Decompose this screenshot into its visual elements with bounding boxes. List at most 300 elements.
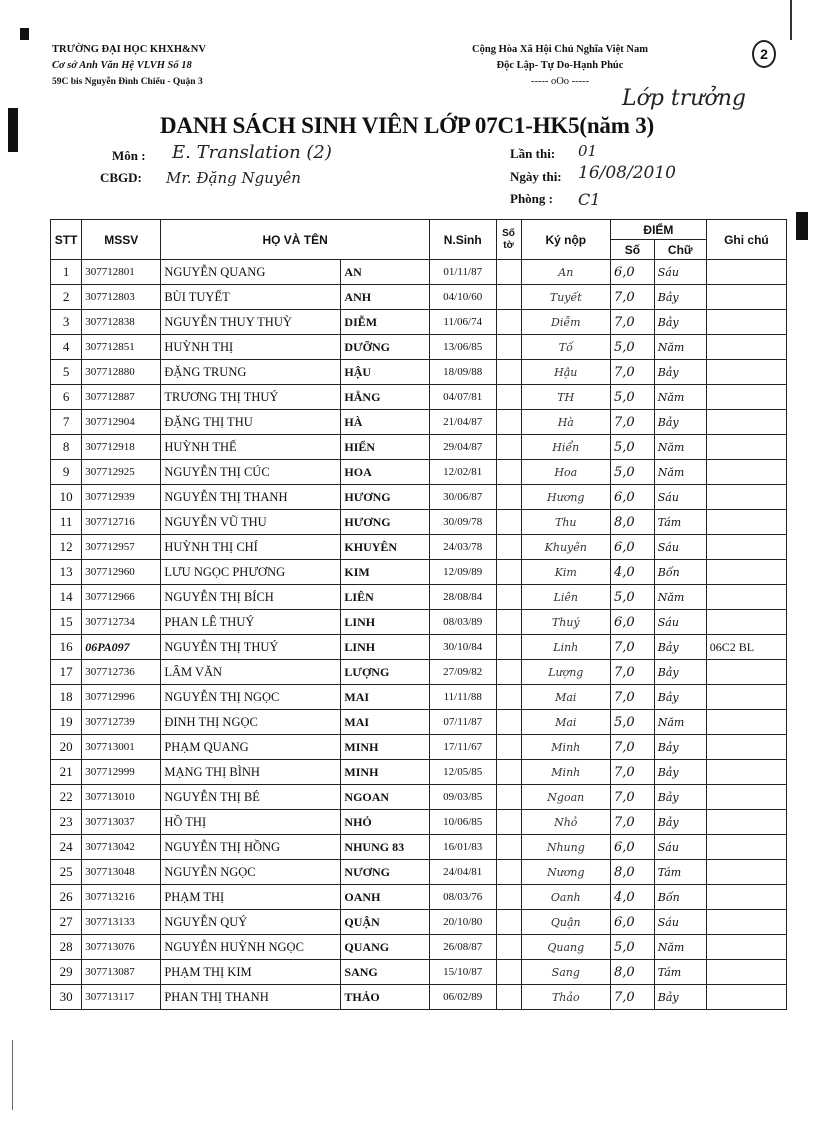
row-note: 06C2 BL [706,635,786,660]
row-score-words: Bảy [654,635,706,660]
table-row [51,835,787,860]
row-mssv: 307712966 [82,585,161,610]
row-signature: Nhung [521,835,611,860]
row-mssv: 307713216 [82,885,161,910]
scan-line-right [790,0,792,40]
handwritten-note: Lớp trưởng [622,86,746,111]
row-score-number: 6,0 [611,485,655,510]
row-score-number: 6,0 [611,610,655,635]
row-soto [496,835,521,860]
row-score-words: Bảy [654,685,706,710]
row-ho: NGUYỄN THỊ BÍCH [161,585,341,610]
row-ten: HẰNG [341,385,429,410]
row-nsinh: 12/02/81 [429,460,496,485]
row-ten: DIỄM [341,310,429,335]
row-score-number: 5,0 [611,385,655,410]
row-ten: MAI [341,685,429,710]
row-score-words: Năm [654,460,706,485]
row-soto [496,785,521,810]
row-ho: NGUYỄN NGỌC [161,860,341,885]
row-note [706,385,786,410]
col-mssv: MSSV [82,220,161,260]
row-score-number: 5,0 [611,585,655,610]
date-label: Ngày thi: [510,169,562,184]
table-row [51,435,787,460]
row-ho: ĐINH THỊ NGỌC [161,710,341,735]
row-nsinh: 24/03/78 [429,535,496,560]
row-score-words: Sáu [654,835,706,860]
row-ho: NGUYỄN QUANG [161,260,341,285]
row-score-words: Bảy [654,785,706,810]
col-diem: ĐIỂM [611,220,707,240]
row-note [706,435,786,460]
row-mssv: 307712918 [82,435,161,460]
row-note [706,835,786,860]
row-signature: Sang [521,960,611,985]
row-mssv: 307712887 [82,385,161,410]
row-mssv: 307712880 [82,360,161,385]
row-nsinh: 01/11/87 [429,260,496,285]
row-score-words: Sáu [654,910,706,935]
row-ten: MINH [341,735,429,760]
row-stt: 26 [51,885,82,910]
row-soto [496,635,521,660]
row-score-words: Năm [654,585,706,610]
row-score-words: Năm [654,335,706,360]
row-score-words: Sáu [654,610,706,635]
row-soto [496,360,521,385]
row-mssv: 307712716 [82,510,161,535]
row-note [706,660,786,685]
row-ten: HẬU [341,360,429,385]
row-signature: Thuý [521,610,611,635]
row-score-words: Tám [654,510,706,535]
row-stt: 4 [51,335,82,360]
row-score-words: Sáu [654,535,706,560]
row-ho: NGUYỄN THỊ THUÝ [161,635,341,660]
row-ho: NGUYỄN THỊ HỒNG [161,835,341,860]
row-soto [496,410,521,435]
row-nsinh: 07/11/87 [429,710,496,735]
table-row [51,260,787,285]
row-stt: 17 [51,660,82,685]
row-nsinh: 24/04/81 [429,860,496,885]
row-soto [496,335,521,360]
row-note [706,360,786,385]
row-score-words: Bảy [654,810,706,835]
row-ten: MAI [341,710,429,735]
row-soto [496,535,521,560]
row-ho: HỒ THỊ [161,810,341,835]
row-ten: AN [341,260,429,285]
row-stt: 5 [51,360,82,385]
row-ten: NƯƠNG [341,860,429,885]
row-stt: 14 [51,585,82,610]
row-stt: 1 [51,260,82,285]
row-ten: KHUYÊN [341,535,429,560]
row-score-number: 7,0 [611,760,655,785]
row-score-number: 7,0 [611,310,655,335]
row-soto [496,735,521,760]
row-signature: Hà [521,410,611,435]
row-ho: ĐẶNG TRUNG [161,360,341,385]
row-score-number: 4,0 [611,885,655,910]
row-ho: NGUYỄN THỊ THANH [161,485,341,510]
table-row [51,810,787,835]
table-row [51,510,787,535]
row-mssv: 307712736 [82,660,161,685]
table-row [51,335,787,360]
row-mssv: 307712960 [82,560,161,585]
row-score-words: Bảy [654,735,706,760]
row-score-words: Bốn [654,885,706,910]
row-nsinh: 11/11/88 [429,685,496,710]
row-score-number: 7,0 [611,735,655,760]
row-soto [496,860,521,885]
row-soto [496,760,521,785]
row-ho: PHẠM QUANG [161,735,341,760]
row-stt: 23 [51,810,82,835]
row-ten: QUANG [341,935,429,960]
row-mssv: 307712904 [82,410,161,435]
row-note [706,910,786,935]
scan-mark-left-2 [8,108,18,152]
row-nsinh: 15/10/87 [429,960,496,985]
row-nsinh: 26/08/87 [429,935,496,960]
row-stt: 28 [51,935,82,960]
room-value: C1 [578,190,601,209]
row-score-words: Sáu [654,260,706,285]
table-row [51,560,787,585]
col-diem-so: Số [611,240,655,260]
row-ten: OANH [341,885,429,910]
row-note [706,510,786,535]
row-score-words: Bảy [654,985,706,1010]
row-score-number: 5,0 [611,335,655,360]
row-ho: NGUYỄN HUỲNH NGỌC [161,935,341,960]
table-row [51,985,787,1010]
row-score-words: Tám [654,960,706,985]
republic-name: Cộng Hòa Xã Hội Chủ Nghĩa Việt Nam [472,44,648,55]
row-note [706,310,786,335]
row-note [706,735,786,760]
row-note [706,535,786,560]
row-nsinh: 21/04/87 [429,410,496,435]
row-score-words: Bảy [654,310,706,335]
table-row [51,960,787,985]
row-ten: QUẬN [341,910,429,935]
row-score-number: 6,0 [611,835,655,860]
table-row [51,410,787,435]
row-mssv: 307713010 [82,785,161,810]
row-ho: MẠNG THỊ BÌNH [161,760,341,785]
row-mssv: 307712939 [82,485,161,510]
row-mssv: 307713042 [82,835,161,860]
row-nsinh: 20/10/80 [429,910,496,935]
row-note [706,335,786,360]
row-score-number: 7,0 [611,985,655,1010]
row-nsinh: 08/03/89 [429,610,496,635]
row-signature: Khuyên [521,535,611,560]
row-soto [496,385,521,410]
row-ho: HUỲNH THẾ [161,435,341,460]
row-soto [496,585,521,610]
row-ho: LÂM VĂN [161,660,341,685]
row-nsinh: 30/10/84 [429,635,496,660]
row-note [706,810,786,835]
row-ho: PHAN LÊ THUÝ [161,610,341,635]
row-score-number: 6,0 [611,260,655,285]
row-score-words: Bảy [654,360,706,385]
row-stt: 24 [51,835,82,860]
row-score-number: 6,0 [611,910,655,935]
table-body [51,260,787,1010]
row-ho: PHẠM THỊ KIM [161,960,341,985]
table-row [51,360,787,385]
row-score-number: 7,0 [611,410,655,435]
row-mssv: 307713117 [82,985,161,1010]
row-stt: 29 [51,960,82,985]
table-row [51,285,787,310]
row-nsinh: 16/01/83 [429,835,496,860]
row-note [706,960,786,985]
national-motto: Độc Lập- Tự Do-Hạnh Phúc [496,60,624,71]
row-signature: Tố [521,335,611,360]
table-row [51,485,787,510]
row-soto [496,435,521,460]
row-note [706,560,786,585]
row-ten: HÀ [341,410,429,435]
row-score-words: Năm [654,935,706,960]
row-nsinh: 06/02/89 [429,985,496,1010]
row-ho: BÙI TUYẾT [161,285,341,310]
row-mssv: 307713048 [82,860,161,885]
row-score-number: 6,0 [611,535,655,560]
col-nsinh: N.Sinh [429,220,496,260]
row-soto [496,260,521,285]
row-nsinh: 29/04/87 [429,435,496,460]
row-mssv: 307713087 [82,960,161,985]
row-signature: Nương [521,860,611,885]
header-separator: ----- oOo ----- [530,76,590,87]
row-stt: 22 [51,785,82,810]
row-ho: HUỲNH THỊ [161,335,341,360]
row-score-number: 7,0 [611,360,655,385]
row-stt: 25 [51,860,82,885]
row-signature: Nhỏ [521,810,611,835]
row-ho: PHẠM THỊ [161,885,341,910]
row-nsinh: 12/05/85 [429,760,496,785]
row-ten: HƯƠNG [341,510,429,535]
row-nsinh: 11/06/74 [429,310,496,335]
table-row [51,385,787,410]
date-value: 16/08/2010 [578,163,676,183]
row-signature: Mai [521,685,611,710]
row-nsinh: 04/07/81 [429,385,496,410]
table-row [51,760,787,785]
row-stt: 19 [51,710,82,735]
room-label: Phòng : [510,191,553,206]
row-note [706,710,786,735]
row-note [706,785,786,810]
row-nsinh: 10/06/85 [429,810,496,835]
row-ho: NGUYỄN THỊ CÚC [161,460,341,485]
row-mssv: 307713076 [82,935,161,960]
row-signature: Thảo [521,985,611,1010]
table-row [51,460,787,485]
row-score-number: 7,0 [611,785,655,810]
row-signature: Oanh [521,885,611,910]
row-soto [496,560,521,585]
row-score-number: 4,0 [611,560,655,585]
row-mssv: 307712734 [82,610,161,635]
row-signature: Liên [521,585,611,610]
table-row [51,860,787,885]
row-soto [496,685,521,710]
row-score-words: Năm [654,435,706,460]
row-stt: 20 [51,735,82,760]
row-signature: Thu [521,510,611,535]
row-stt: 3 [51,310,82,335]
row-mssv: 307713037 [82,810,161,835]
row-ho: PHAN THỊ THANH [161,985,341,1010]
row-note [706,610,786,635]
school-address: 59C bis Nguyễn Đình Chiểu - Quận 3 [52,77,203,87]
row-ho: LƯU NGỌC PHƯƠNG [161,560,341,585]
table-header [51,220,787,260]
row-mssv: 307712803 [82,285,161,310]
row-soto [496,285,521,310]
row-soto [496,885,521,910]
row-mssv: 307712999 [82,760,161,785]
row-mssv: 06PA097 [82,635,161,660]
row-ho: NGUYỄN QUÝ [161,910,341,935]
row-note [706,585,786,610]
row-score-number: 8,0 [611,510,655,535]
row-score-words: Bảy [654,760,706,785]
col-diem-chu: Chữ [654,240,706,260]
teacher-value: Mr. Đặng Nguyên [166,169,301,187]
row-stt: 6 [51,385,82,410]
row-stt: 8 [51,435,82,460]
row-signature: Hoa [521,460,611,485]
row-nsinh: 27/09/82 [429,660,496,685]
attempt-label: Lần thi: [510,146,556,161]
row-stt: 15 [51,610,82,635]
page-title: DANH SÁCH SINH VIÊN LỚP 07C1-HK5(năm 3) [160,113,654,138]
row-stt: 7 [51,410,82,435]
row-signature: Hiển [521,435,611,460]
row-mssv: 307712838 [82,310,161,335]
col-hoten: HỌ VÀ TÊN [161,220,430,260]
table-row [51,685,787,710]
row-soto [496,310,521,335]
row-soto [496,485,521,510]
col-stt: STT [51,220,82,260]
row-score-number: 5,0 [611,435,655,460]
table-row [51,735,787,760]
school-header [52,42,206,90]
table-row [51,885,787,910]
row-ten: NHỎ [341,810,429,835]
row-nsinh: 18/09/88 [429,360,496,385]
subject-value: E. Translation (2) [172,142,332,163]
row-score-words: Năm [654,385,706,410]
teacher-label: CBGD: [100,170,142,185]
row-score-number: 7,0 [611,635,655,660]
row-score-number: 7,0 [611,285,655,310]
subject-label: Môn : [112,148,146,163]
table-row [51,310,787,335]
row-score-words: Bảy [654,660,706,685]
row-ten: HOA [341,460,429,485]
row-ten: LƯỢNG [341,660,429,685]
table-row [51,935,787,960]
row-ten: NHUNG 83 [341,835,429,860]
row-score-number: 5,0 [611,710,655,735]
col-soto: Số tờ [496,220,521,260]
row-score-number: 8,0 [611,860,655,885]
row-ho: NGUYỄN THUY THUỲ [161,310,341,335]
row-nsinh: 04/10/60 [429,285,496,310]
row-nsinh: 28/08/84 [429,585,496,610]
row-nsinh: 12/09/89 [429,560,496,585]
row-stt: 30 [51,985,82,1010]
row-ten: NGOAN [341,785,429,810]
row-ten: SANG [341,960,429,985]
table-row [51,585,787,610]
row-note [706,410,786,435]
row-ho: NGUYỄN THỊ NGỌC [161,685,341,710]
row-note [706,885,786,910]
row-score-words: Bảy [654,410,706,435]
table-row [51,610,787,635]
table-row [51,635,787,660]
row-soto [496,710,521,735]
table-row [51,785,787,810]
row-signature: An [521,260,611,285]
row-signature: Kim [521,560,611,585]
row-score-number: 5,0 [611,935,655,960]
row-mssv: 307712739 [82,710,161,735]
row-note [706,485,786,510]
row-mssv: 307712925 [82,460,161,485]
row-ten: ANH [341,285,429,310]
row-signature: Tuyết [521,285,611,310]
row-soto [496,985,521,1010]
row-stt: 2 [51,285,82,310]
row-stt: 11 [51,510,82,535]
row-signature: Mai [521,710,611,735]
row-stt: 10 [51,485,82,510]
row-stt: 21 [51,760,82,785]
row-ho: NGUYỄN VŨ THU [161,510,341,535]
row-stt: 12 [51,535,82,560]
row-signature: Diễm [521,310,611,335]
row-note [706,985,786,1010]
row-ten: KIM [341,560,429,585]
row-soto [496,660,521,685]
student-roster-table [50,219,787,1010]
row-score-words: Tám [654,860,706,885]
row-nsinh: 08/03/76 [429,885,496,910]
row-signature: Hương [521,485,611,510]
row-ho: NGUYỄN THỊ BÉ [161,785,341,810]
row-signature: TH [521,385,611,410]
row-score-words: Bảy [654,285,706,310]
school-name: TRƯỜNG ĐẠI HỌC KHXH&NV [52,44,206,55]
row-signature: Lượng [521,660,611,685]
